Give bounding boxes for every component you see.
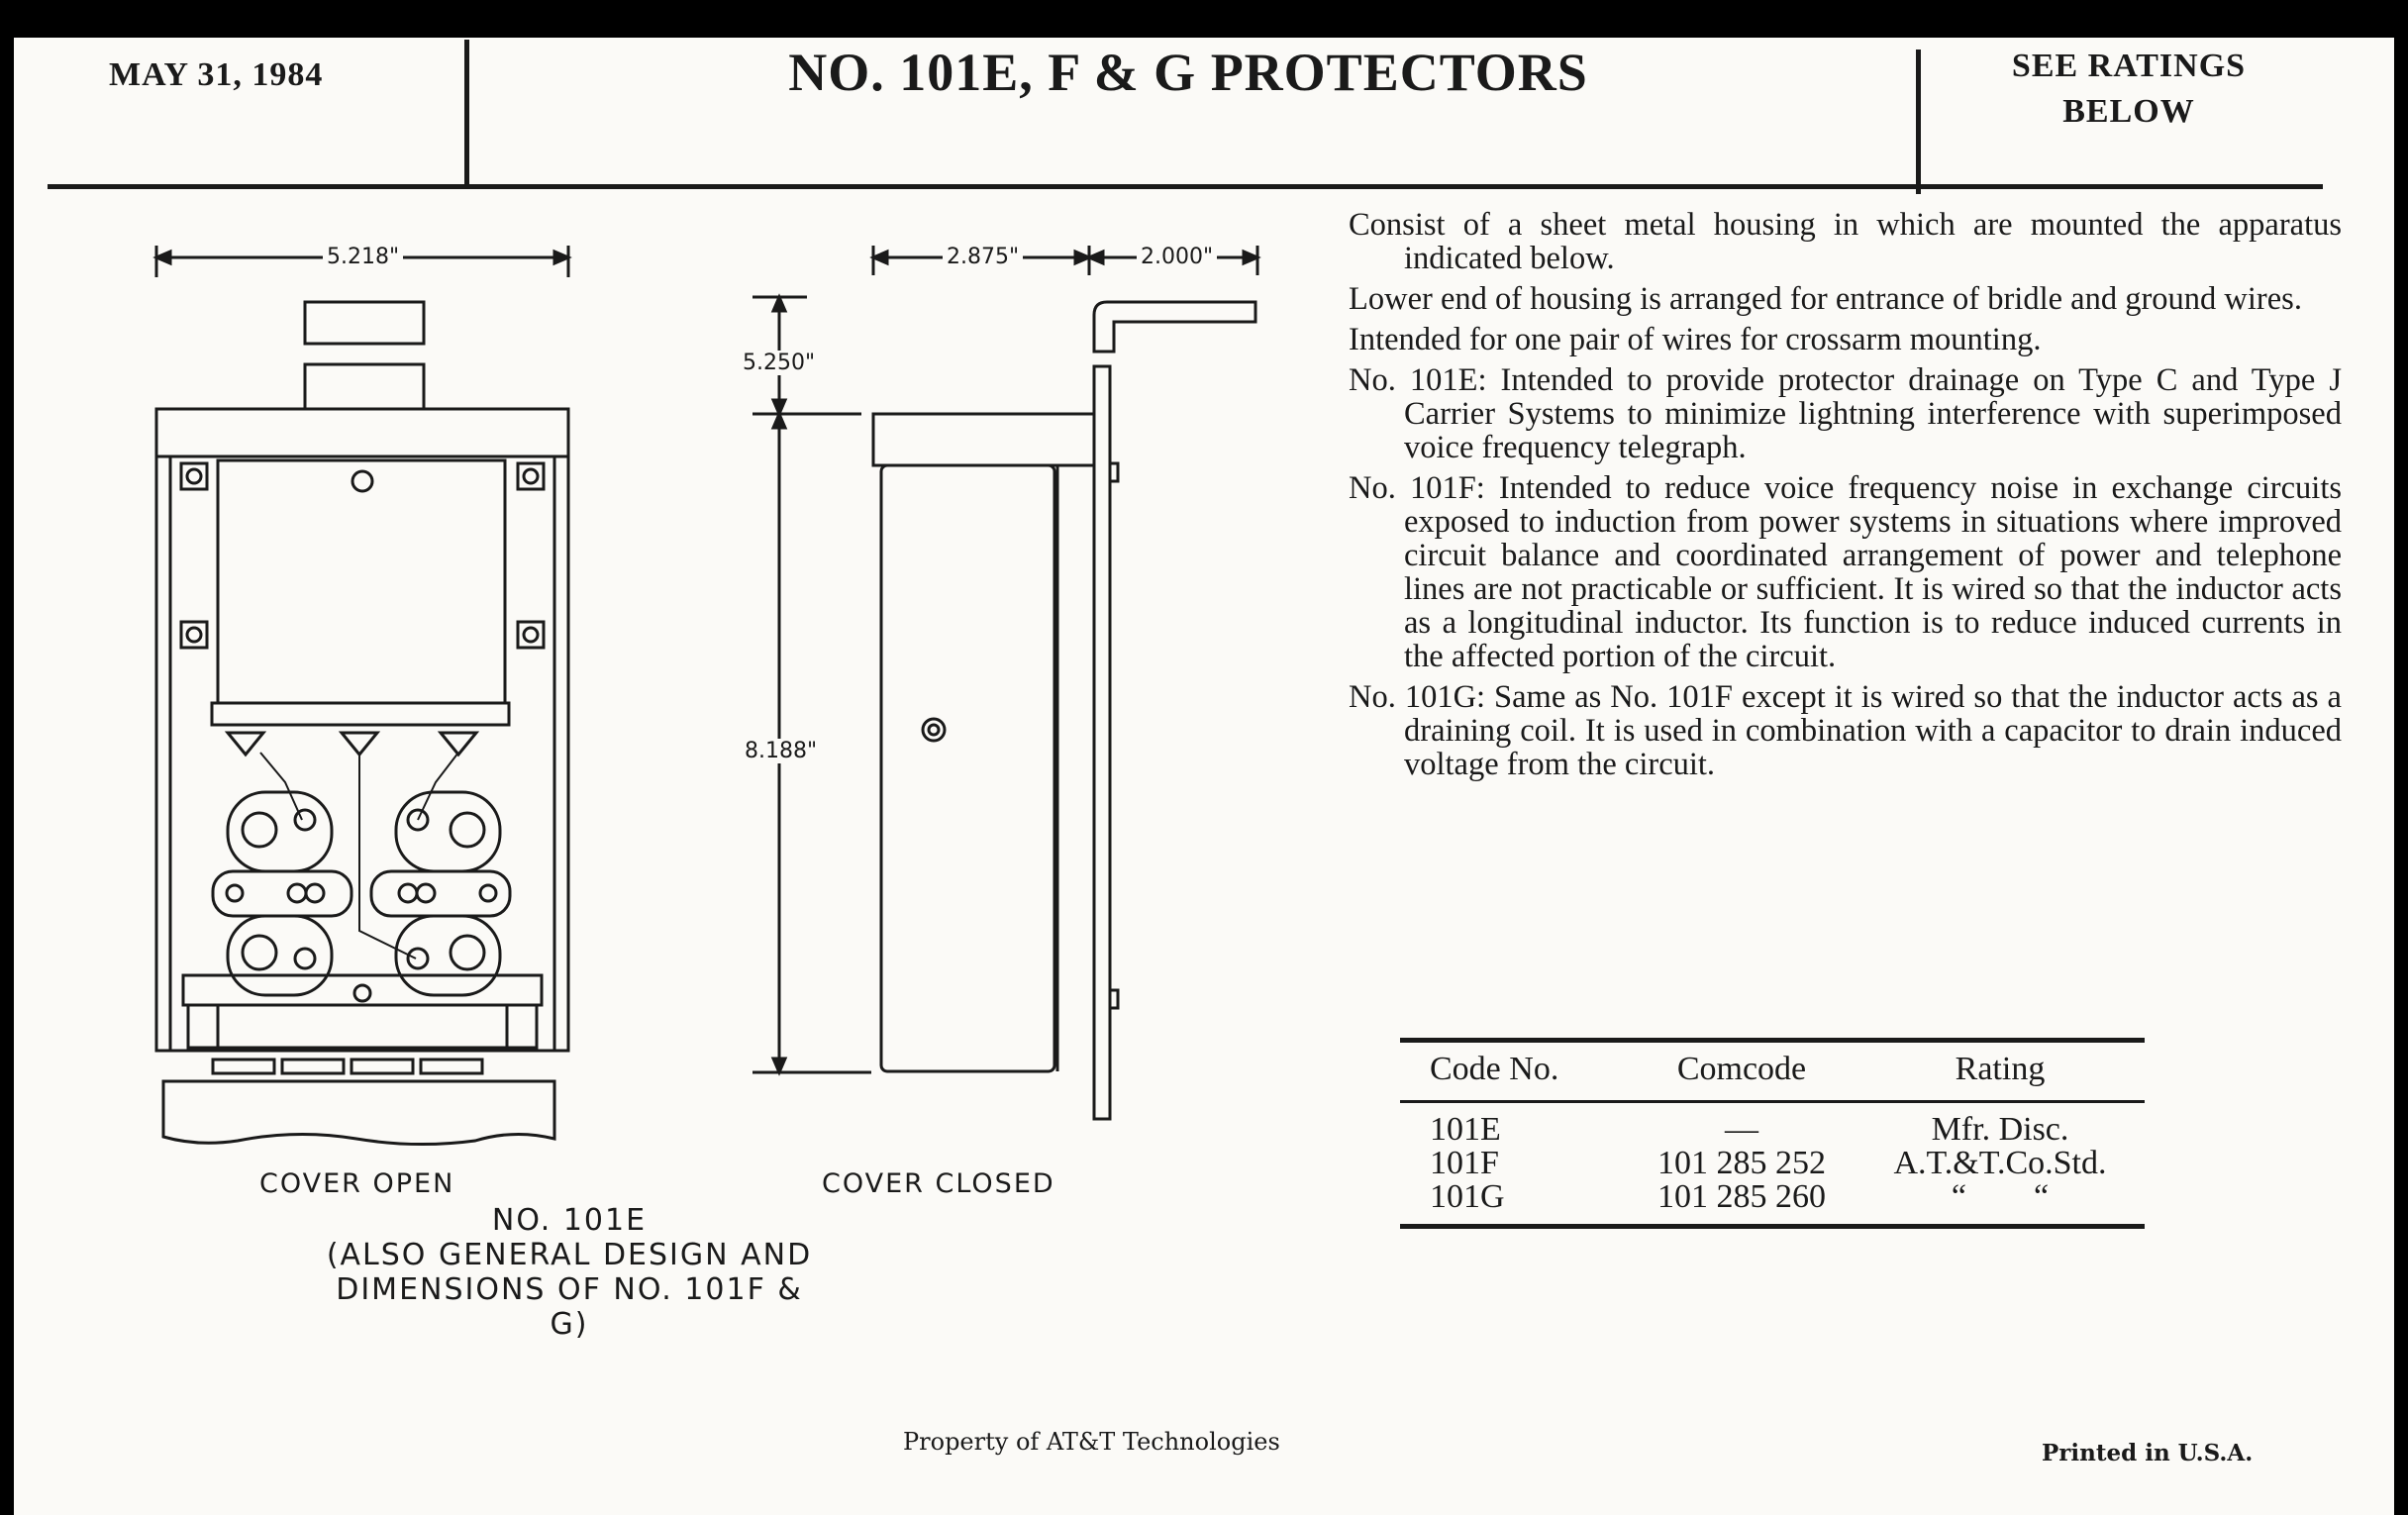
ratings-line-2: BELOW xyxy=(2062,93,2195,130)
page-title: NO. 101E, F & G PROTECTORS xyxy=(788,43,1588,102)
paragraph-101g: No. 101G: Same as No. 101F except it is wired so that the inductor acts as a draining coil. It is used in combination with a capacitor to drain induced voltage from the circuit. xyxy=(1349,679,2342,782)
header-code: Code No. xyxy=(1400,1041,1628,1102)
description xyxy=(1349,208,2408,788)
dim-top-label: 5.250" xyxy=(739,351,819,375)
caption-cover-closed: COVER CLOSED xyxy=(822,1168,1055,1199)
footer-property: Property of AT&T Technologies xyxy=(903,1428,1280,1456)
caption-line-2: (ALSO GENERAL DESIGN AND xyxy=(326,1238,813,1272)
ratings-line-1: SEE RATINGS xyxy=(2011,48,2247,84)
cover-closed-view xyxy=(873,302,1255,1119)
table-row xyxy=(1400,1180,2145,1227)
dim-depth-a-label: 2.875" xyxy=(943,245,1023,269)
header-comcode: Comcode xyxy=(1628,1041,1856,1102)
protector-blocks xyxy=(213,733,510,995)
cell-rating: Mfr. Disc. xyxy=(1931,1111,2069,1148)
cell-rating: A.T.&T.Co.Std. xyxy=(1893,1145,2107,1181)
caption-line-1: NO. 101E xyxy=(491,1203,648,1238)
cell-rating: “ “ xyxy=(1856,1180,2145,1227)
dim-width-label: 5.218" xyxy=(323,245,403,269)
table-header-row xyxy=(1400,1041,2145,1102)
cell-code: 101E xyxy=(1430,1111,1501,1148)
drawing-caption xyxy=(317,1203,822,1342)
mounting-stub-bottom xyxy=(305,364,424,409)
table-row xyxy=(1400,1102,2145,1148)
ratings-table xyxy=(1400,1038,2145,1229)
paragraph-mounting: Intended for one pair of wires for crossarm mounting. xyxy=(1349,322,2042,357)
caption-line-3: DIMENSIONS OF NO. 101F & G) xyxy=(336,1272,803,1342)
cell-comcode: — xyxy=(1725,1111,1758,1148)
cover-open-view xyxy=(156,409,568,1145)
header-rating: Rating xyxy=(1856,1041,2145,1102)
dim-height-label: 8.188" xyxy=(741,739,821,763)
cell-code: 101G xyxy=(1400,1180,1628,1227)
table-row xyxy=(1400,1147,2145,1180)
dim-depth-b-label: 2.000" xyxy=(1137,245,1217,269)
terminal-strip xyxy=(188,1005,537,1073)
issue-date: MAY 31, 1984 xyxy=(109,56,324,93)
cell-comcode: 101 285 260 xyxy=(1628,1180,1856,1227)
footer-printed: Printed in U.S.A. xyxy=(2042,1440,2254,1466)
paragraph-101e: No. 101E: Intended to provide protector drainage on Type C and Type J Carrier Systems to minimize lightning interference with superimposed voice frequency telegraph. xyxy=(1349,362,2342,465)
mounting-stub-top xyxy=(305,302,424,344)
paragraph-housing: Consist of a sheet metal housing in which are mounted the apparatus indicated below. xyxy=(1349,207,2342,276)
caption-cover-open: COVER OPEN xyxy=(259,1168,455,1199)
height-dimension xyxy=(752,297,871,1072)
paragraph-entrance: Lower end of housing is arranged for entrance of bridle and ground wires. xyxy=(1349,281,2302,317)
paragraph-101f: No. 101F: Intended to reduce voice frequency noise in exchange circuits exposed to induction from power systems in situations where improved circuit balance and coordinated arrangement of power and telephone lines are not practicable or sufficient. It is wired so that the inductor acts as a longitudinal inductor. Its function is to reduce induced currents in the affected portion of the circuit. xyxy=(1349,470,2342,674)
cell-code: 101F xyxy=(1430,1145,1499,1181)
cell-comcode: 101 285 252 xyxy=(1657,1145,1826,1181)
